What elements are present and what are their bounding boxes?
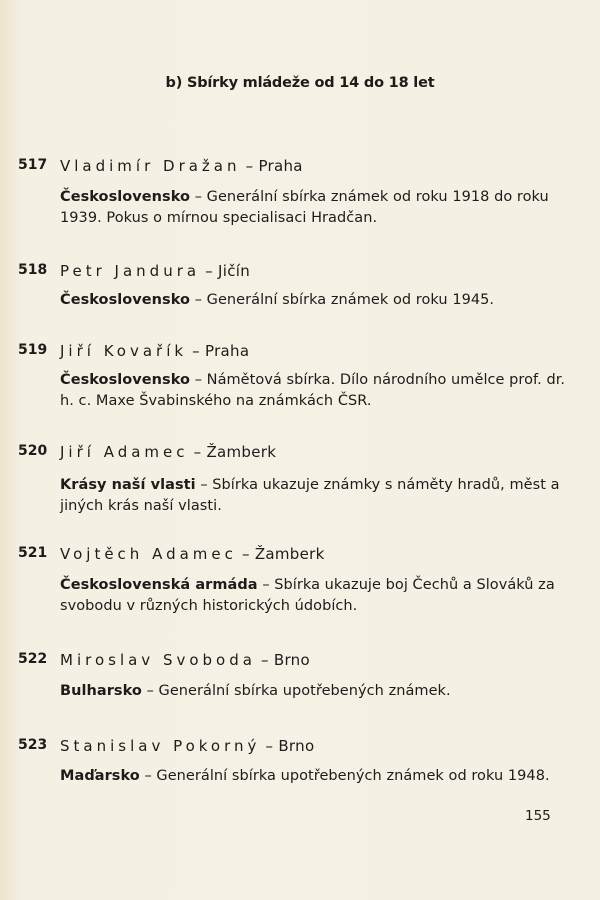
collection-title: Maďarsko xyxy=(60,768,140,784)
exhibitor-name: Jiří Kovařík – Praha xyxy=(60,342,250,360)
exhibitor-name: Petr Jandura – Jičín xyxy=(60,262,251,280)
collection-title: Československo xyxy=(60,189,191,205)
exhibitor-place: Praha xyxy=(205,342,250,360)
exhibitor-place: Brno xyxy=(273,651,310,669)
collection-title: Československá armáda xyxy=(60,577,258,593)
exhibitor-place: Brno xyxy=(278,737,315,755)
exhibitor-name: Miroslav Svoboda – Brno xyxy=(60,651,310,669)
collection-title: Československo xyxy=(60,292,191,308)
entry-number: 519 xyxy=(18,342,48,358)
entry-number: 517 xyxy=(18,157,48,173)
entry-number: 518 xyxy=(18,262,48,278)
exhibitor-place: Žamberk xyxy=(254,545,325,563)
entry-description: Československá armáda – Sbírka ukazuje boj Čechů a Slováků za svobodu v různých historických údobích. xyxy=(60,577,555,614)
section-heading: b) Sbírky mládeže od 14 do 18 let xyxy=(165,75,435,91)
entry-description: Bulharsko – Generální sbírka upotřebených známek. xyxy=(60,683,451,699)
exhibitor-name: Vojtěch Adamec – Žamberk xyxy=(60,545,325,563)
entry-description: Maďarsko – Generální sbírka upotřebených známek od roku 1948. xyxy=(60,768,550,784)
entry-description: Československo – Generální sbírka známek od roku 1918 do roku 1939. Pokus o mírnou specialisaci Hradčan. xyxy=(60,189,549,226)
exhibitor-name: Stanislav Pokorný – Brno xyxy=(60,737,315,755)
entry-number: 521 xyxy=(18,545,48,561)
entry-number: 522 xyxy=(18,651,48,667)
collection-title: Krásy naší vlasti xyxy=(60,477,196,493)
entry-description: Krásy naší vlasti – Sbírka ukazuje známky s náměty hradů, měst a jiných krás naší vlasti. xyxy=(60,477,560,514)
collection-title: Československo xyxy=(60,372,191,388)
collection-title: Bulharsko xyxy=(60,683,142,699)
entry-description: Československo – Generální sbírka známek od roku 1945. xyxy=(60,292,495,308)
exhibitor-name: Vladimír Dražan – Praha xyxy=(60,157,303,175)
entry-number: 520 xyxy=(18,443,48,459)
page-number: 155 xyxy=(525,808,551,824)
exhibitor-place: Žamberk xyxy=(206,443,277,461)
exhibitor-name: Jiří Adamec – Žamberk xyxy=(60,443,277,461)
entry-description: Československo – Námětová sbírka. Dílo národního umělce prof. dr. h. c. Maxe Švabinského na známkách ČSR. xyxy=(60,372,566,409)
entry-number: 523 xyxy=(18,737,48,753)
exhibitor-place: Praha xyxy=(258,157,303,175)
exhibitor-place: Jičín xyxy=(218,262,251,280)
